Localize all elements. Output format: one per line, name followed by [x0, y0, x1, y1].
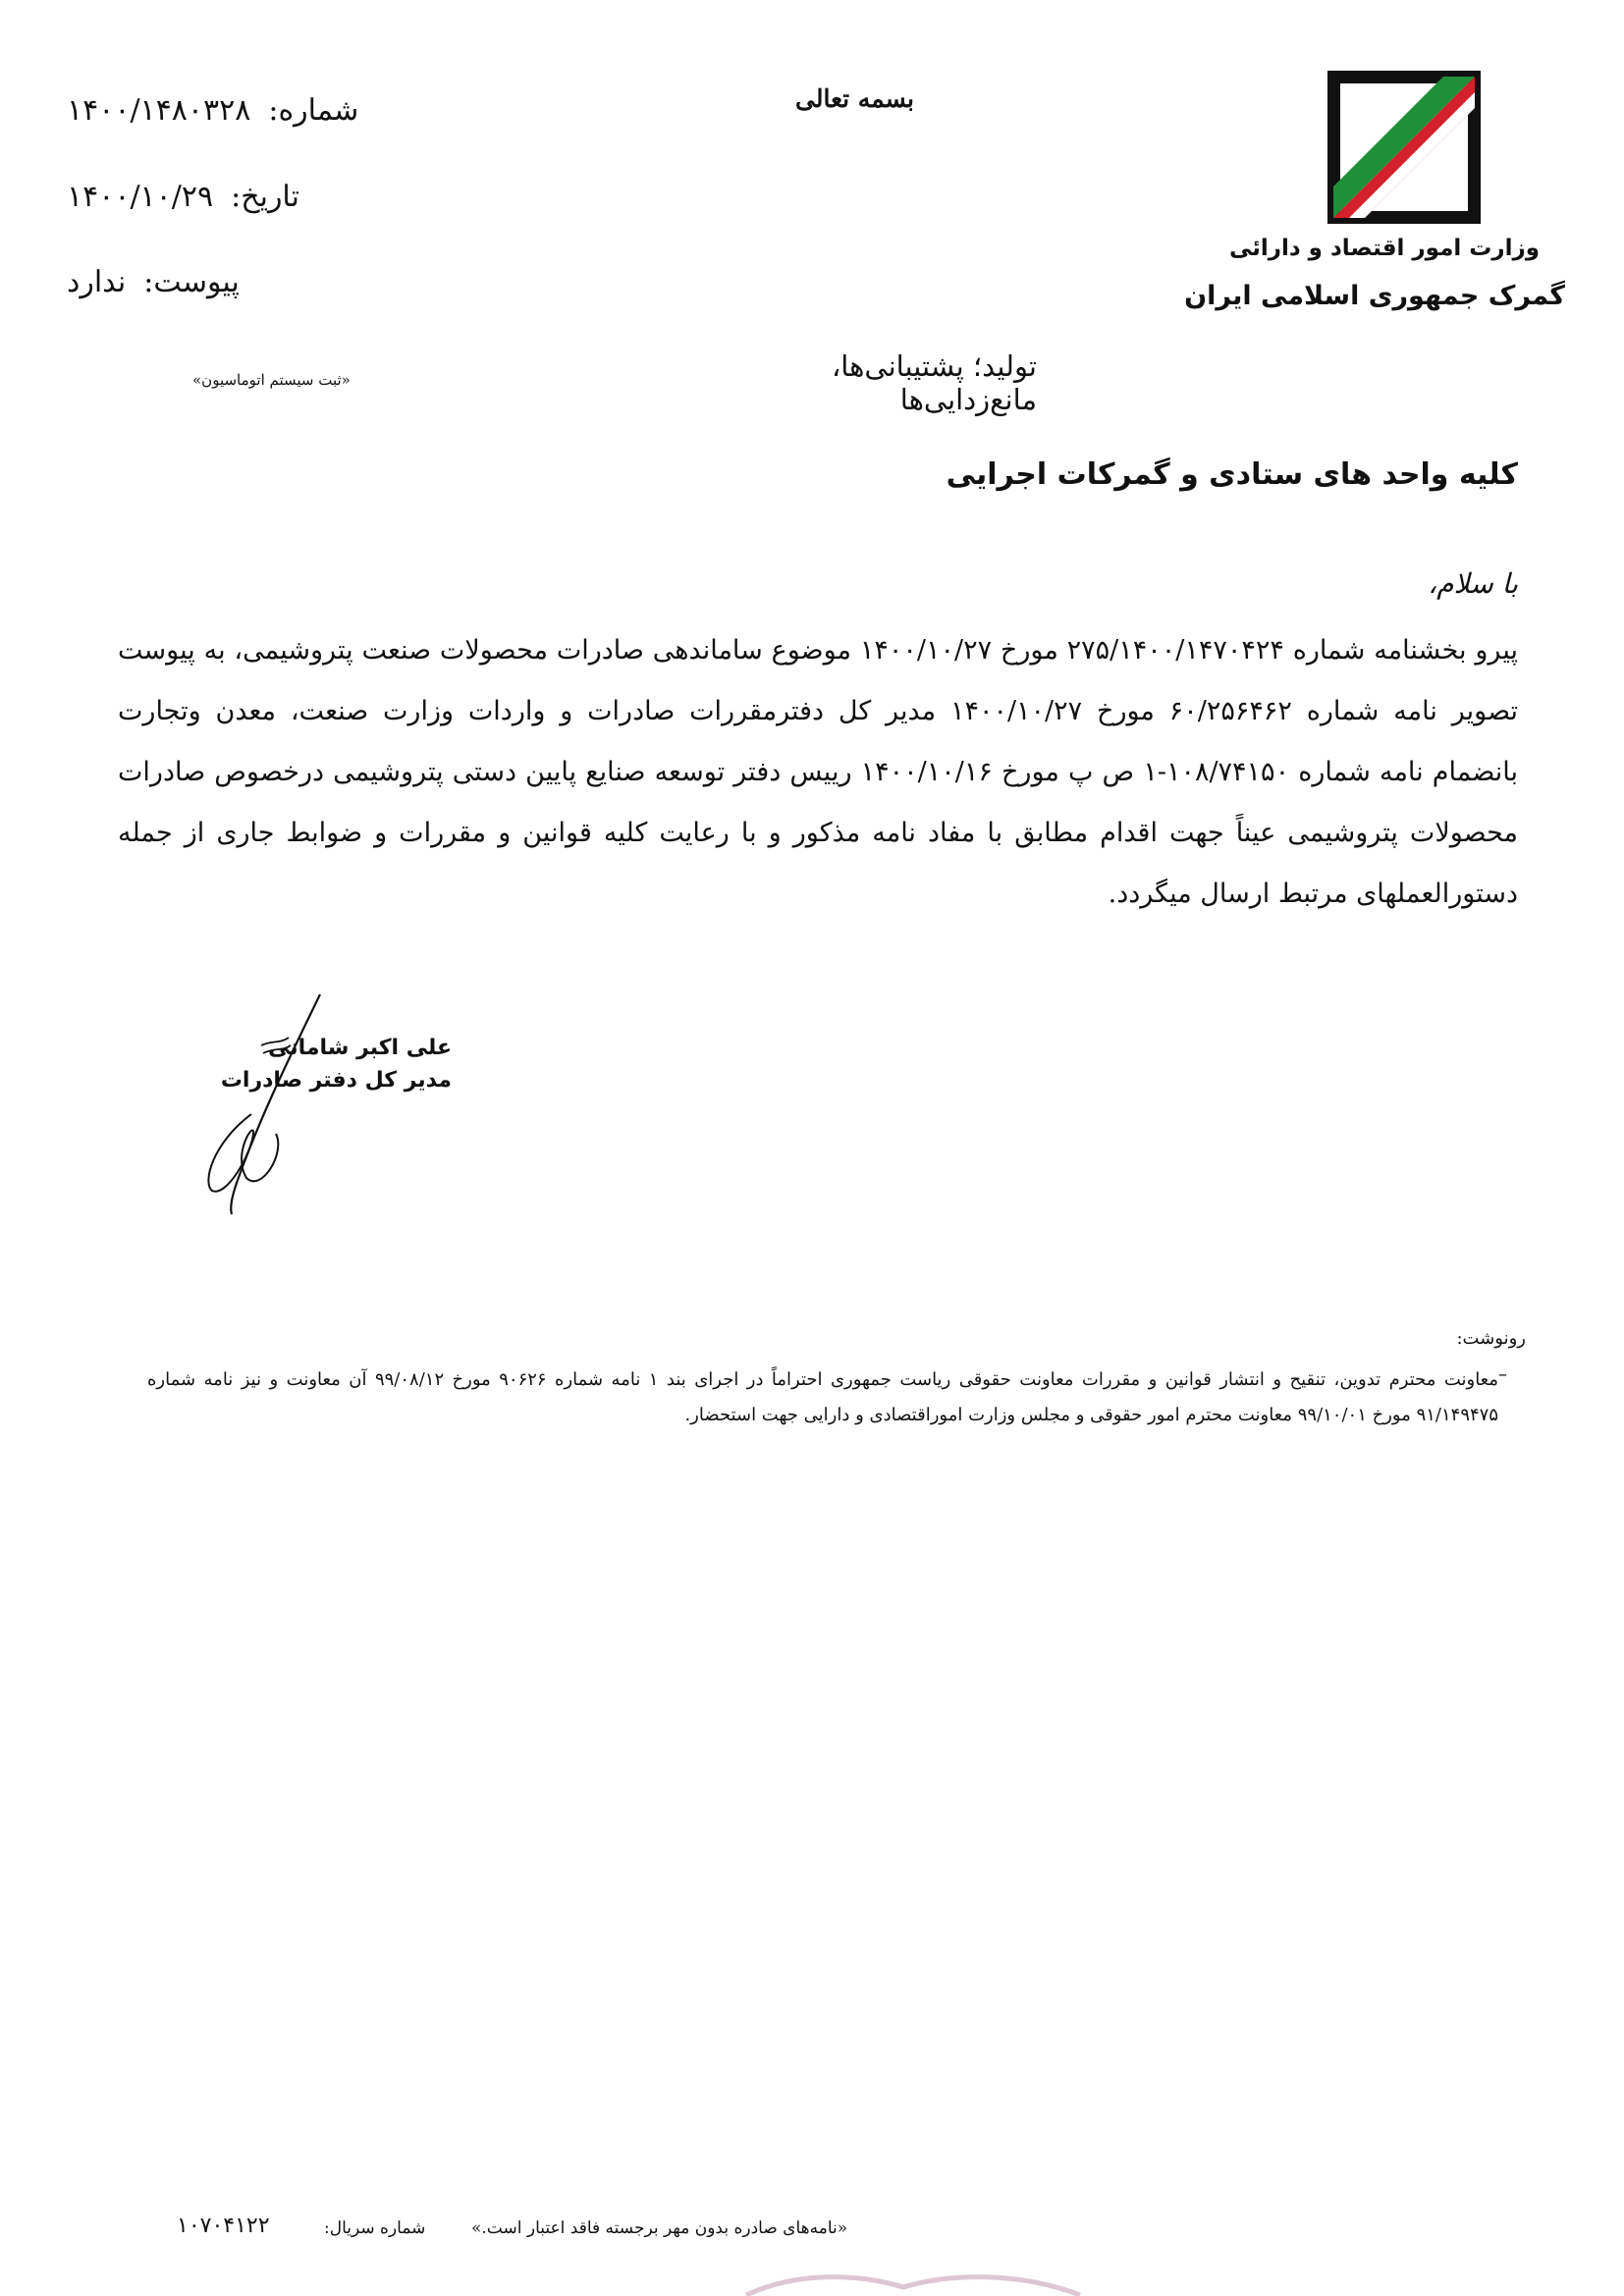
- automation-registration-note: «ثبت سیستم اتوماسیون»: [192, 371, 351, 389]
- basmala: بسمه تعالی: [795, 84, 914, 113]
- copy-bullet: –: [1498, 1364, 1507, 1385]
- letter-date-value: ۱۴۰۰/۱۰/۲۹: [67, 180, 214, 214]
- attachment-label: پیوست:: [143, 265, 240, 299]
- handwritten-signature: [192, 987, 340, 1217]
- letter-body: پیرو بخشنامه شماره ۲۷۵/۱۴۰۰/۱۴۷۰۴۲۴ مورخ ۱۴۰۰/۱۰/۲۷ موضوع ساماندهی صادرات محصولات صنعت پتروشیمی، به پیوست تصویر نامه شماره ۶۰/۲۵۶۴۶۲ مورخ ۱۴۰۰/۱۰/۲۷ مدیر کل دفترمقررات صادرات و واردات وزارت صنعت، معدن وتجارت بانضمام نامه شماره ۱۰۸/۷۴۱۵۰-۱ ص پ مورخ ۱۴۰۰/۱۰/۱۶ رییس دفتر توسعه صنایع پایین دستی پتروشیمی درخصوص صادرات محصولات پتروشیمی عیناً جهت اقدام مطابق با مفاد نامه مذکور و با رعایت کلیه قوانین و مقررات و ضوابط جاری از جمله دستورالعملهای مرتبط ارسال میگردد.: [118, 635, 1519, 909]
- organization-name: گمرک جمهوری اسلامی ایران: [1184, 281, 1565, 311]
- letter-recipient: کلیه واحد های ستادی و گمرکات اجرایی: [946, 457, 1518, 492]
- serial-number-value: ۱۰۷۰۴۱۲۲: [177, 2214, 270, 2238]
- letter-number-row: [67, 93, 401, 128]
- letter-number-value: ۱۴۰۰/۱۴۸۰۳۲۸: [67, 93, 251, 128]
- serial-number-label: شماره سریال:: [324, 2218, 426, 2238]
- attachment-value: ندارد: [67, 265, 127, 299]
- copy-recipient-text: معاونت محترم تدوین، تنقیح و انتشار قوانین و مقررات معاونت حقوقی ریاست جمهوری احتراماً در اجرای بند ۱ نامه شماره ۹۰۶۲۶ مورخ ۹۹/۰۸/۱۲ آن معاونت و نیز نامه شماره ۹۱/۱۴۹۴۷۵ مورخ ۹۹/۱۰/۰۱ معاونت محترم امور حقوقی و مجلس وزارت اموراقتصادی و دارایی جهت استحضار.: [147, 1369, 1499, 1425]
- letter-subject: تولید؛ پشتیبانی‌ها، مانع‌زدایی‌ها: [831, 349, 1037, 416]
- embossed-stamp-mark: [736, 2268, 1090, 2296]
- customs-emblem-icon: [1327, 71, 1481, 224]
- letter-date-label: تاریخ:: [231, 180, 299, 214]
- signatory-title: مدیر کل دفتر صادرات: [220, 1068, 452, 1093]
- letter-number-label: شماره:: [268, 93, 359, 128]
- attachment-row: [67, 265, 401, 299]
- copy-label: رونوشت:: [1456, 1328, 1526, 1349]
- letter-date-row: [67, 180, 401, 214]
- ministry-name: وزارت امور اقتصاد و دارائی: [1228, 236, 1540, 261]
- validity-note: «نامه‌های صادره بدون مهر برجسته فاقد اعتبار است.»: [471, 2218, 848, 2238]
- signatory-name: علی اکبر شامانی: [268, 1036, 452, 1060]
- letter-greeting: با سلام،: [1428, 567, 1518, 600]
